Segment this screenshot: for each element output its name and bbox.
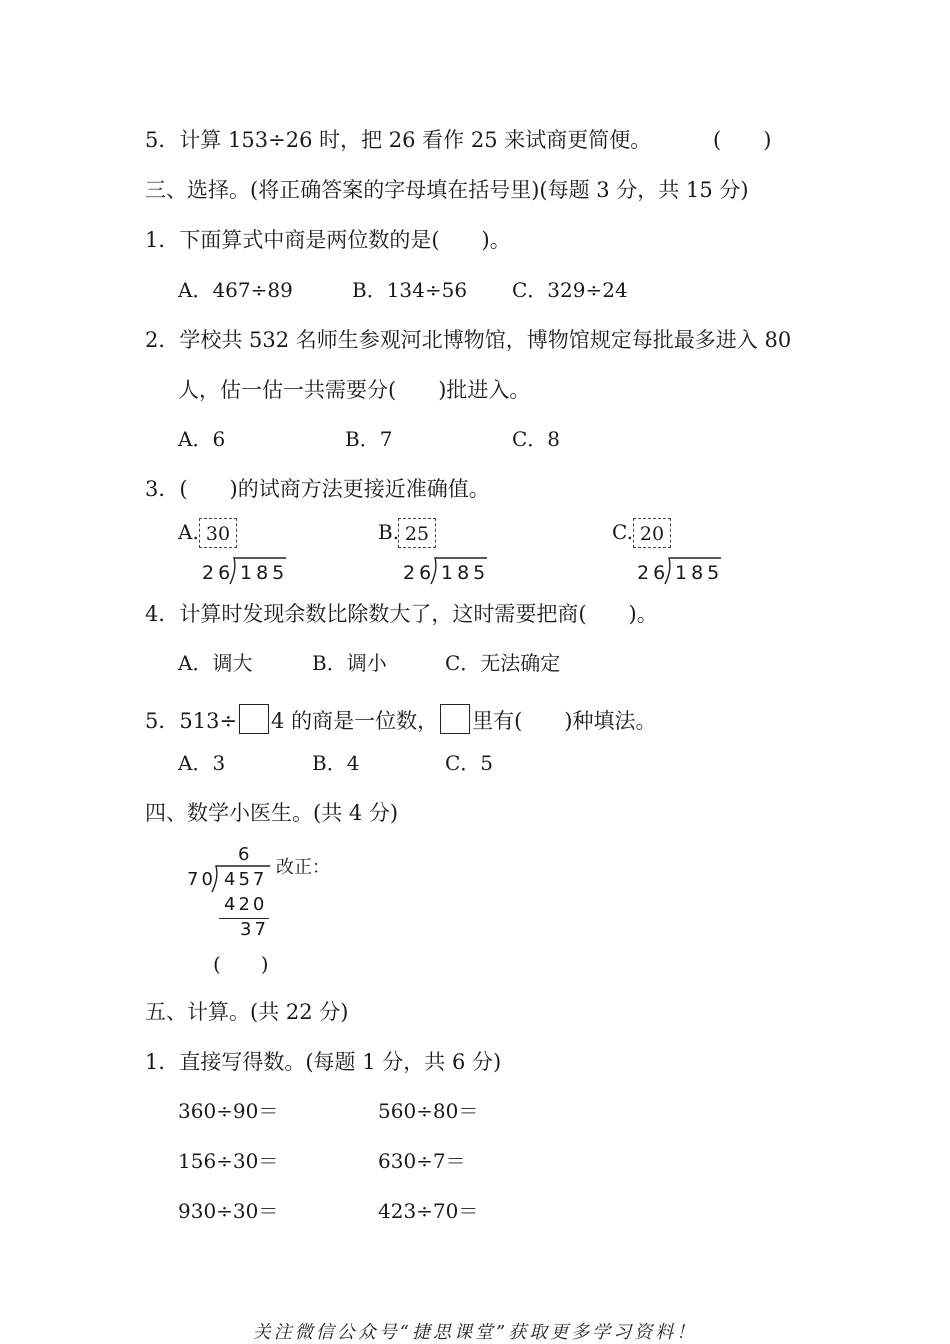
q2-option-c[interactable]: C．8 [512,427,561,451]
q1-option-a[interactable]: A．467÷89 [178,278,293,302]
q5-text-part3: 里有( )种填法。 [472,709,657,733]
q3-option-b-dividend: 185 [441,562,490,584]
q3-option-b-division-bracket [429,556,489,586]
q3-option-a-divisor: 26 [202,562,235,584]
calc-problem[interactable]: 423÷70＝ [378,1199,479,1223]
q5-option-c[interactable]: C．5 [445,751,494,775]
q3-option-b-divisor: 26 [403,562,436,584]
q1-option-b[interactable]: B．134÷56 [352,278,468,302]
q3-option-a-label: A. [178,520,199,544]
q4-option-b[interactable]: B．调小 [312,651,387,675]
q5-option-b[interactable]: B．4 [312,751,360,775]
q3-option-a-division-bracket [228,556,288,586]
q3-option-a-estimate: 30 [199,518,237,548]
q5-option-a[interactable]: A．3 [178,751,226,775]
q2-question-line1: 2．学校共 532 名师生参观河北博物馆，博物馆规定每批最多进入 80 [145,328,792,352]
division-bracket [210,864,272,894]
q5-blank-box[interactable] [239,704,269,734]
division-dividend: 457 [224,869,268,890]
division-divisor: 70 [187,869,216,890]
footer-note: 关注微信公众号“捷思课堂”获取更多学习资料！ [252,1322,698,1343]
calc-problem[interactable]: 156÷30＝ [178,1149,279,1173]
calc-problem[interactable]: 930÷30＝ [178,1199,279,1223]
judge-q5-answer-paren[interactable]: ( ) [713,128,772,152]
q2-question-line2: 人，估一估一共需要分( )批进入。 [178,378,531,402]
division-product: 420 [224,894,268,915]
division-remainder: 37 [240,919,269,940]
division-quotient: 6 [238,844,253,865]
q2-option-b[interactable]: B．7 [345,427,393,451]
section-5-q1-title: 1．直接写得数。(每题 1 分，共 6 分) [145,1050,502,1074]
q3-option-c-dividend: 185 [675,562,724,584]
q5-text-part1: 5．513÷ [145,709,238,733]
q5-blank-box-ref [440,704,470,734]
section-5-title: 五、计算。(共 22 分) [145,1000,349,1024]
calc-problem[interactable]: 360÷90＝ [178,1099,279,1123]
correction-label: 改正： [276,857,330,878]
q4-question: 4．计算时发现余数比除数大了，这时需要把商( )。 [145,602,658,626]
q1-question: 1．下面算式中商是两位数的是( )。 [145,228,511,252]
section-4-answer-paren[interactable]: ( ) [213,952,269,976]
q5-question [145,704,656,735]
q1-option-c[interactable]: C．329÷24 [512,278,628,302]
q4-option-a[interactable]: A．调大 [178,651,253,675]
q4-option-c[interactable]: C．无法确定 [445,651,561,675]
calc-problem[interactable]: 630÷7＝ [378,1149,466,1173]
calc-problem[interactable]: 560÷80＝ [378,1099,479,1123]
q3-option-c-divisor: 26 [637,562,670,584]
q3-question: 3．( )的试商方法更接近准确值。 [145,477,490,501]
q3-option-c-label: C. [612,520,633,544]
q3-option-b-label: B. [378,520,400,544]
q2-option-a[interactable]: A．6 [178,427,226,451]
q3-option-c-estimate: 20 [633,518,671,548]
section-3-title: 三、选择。(将正确答案的字母填在括号里)(每题 3 分，共 15 分) [145,178,749,202]
q5-text-part2: 4 的商是一位数， [271,709,439,733]
q3-option-a-dividend: 185 [240,562,289,584]
q3-option-c-division-bracket [663,556,723,586]
judge-q5-text: 5．计算 153÷26 时，把 26 看作 25 来试商更简便。 [145,128,652,152]
q3-option-b-estimate: 25 [398,518,436,548]
section-4-title: 四、数学小医生。(共 4 分) [145,801,399,825]
